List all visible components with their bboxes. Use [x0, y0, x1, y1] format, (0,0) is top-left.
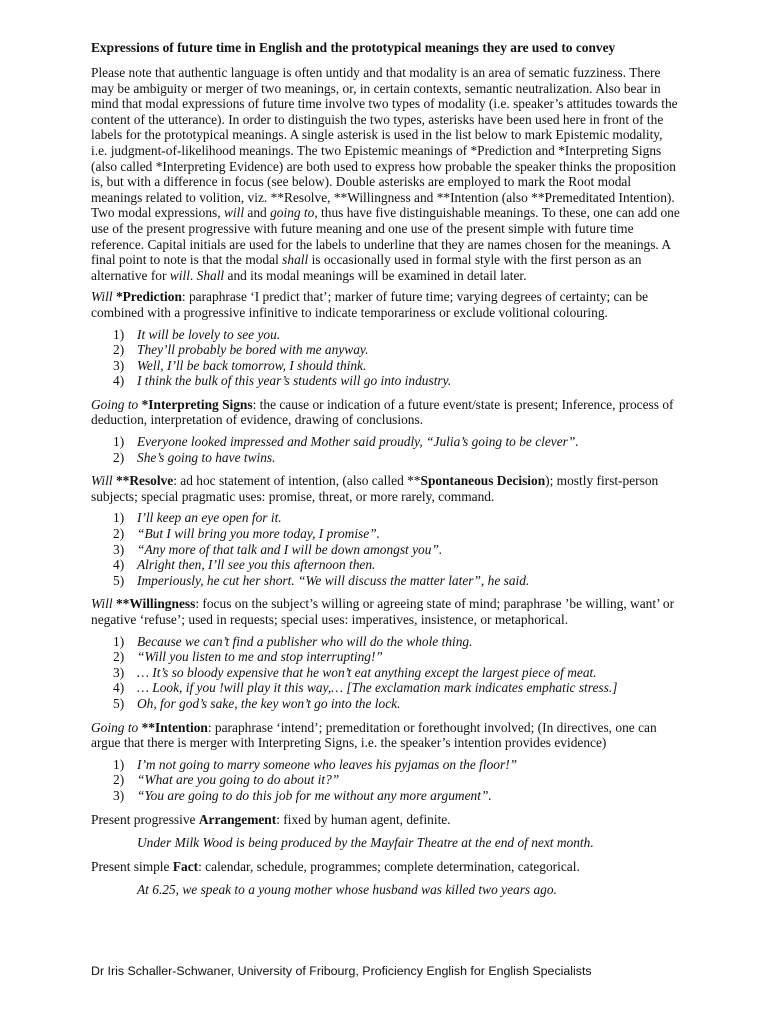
- item-text: “Will you listen to me and stop interrupting!”: [137, 649, 383, 665]
- item-number: 2): [113, 772, 125, 788]
- intro-term: Shall: [196, 267, 225, 283]
- intro-term: going to: [270, 205, 315, 221]
- meaning-desc: : paraphrase ‘intend’; premeditation or forethought involved; (In directives, one can argue that there is merger with Interpreting Signs, i.e. the speaker’s intention provides evidence): [91, 719, 657, 751]
- list-item: [91, 573, 681, 589]
- meaning-desc: ); mostly first-person subjects; special pragmatic uses: promise, threat, or more rarely, command.: [91, 473, 659, 504]
- item-number: 1): [113, 756, 125, 772]
- meaning-desc: : focus on the subject’s willing or agreeing state of mind; paraphrase ’be willing, want’ or negative ‘refuse’; used in requests; special uses: imperatives, insistence, or metaphorical.: [91, 596, 675, 627]
- item-text: Well, I’ll be back tomorrow, I should think.: [137, 357, 367, 373]
- item-number: 4): [113, 680, 125, 696]
- form-label: Present simple: [91, 858, 173, 874]
- example-list: [91, 327, 681, 389]
- section-interpreting-signs: [91, 397, 681, 428]
- item-text: Everyone looked impressed and Mother said proudly, “Julia’s going to be clever”.: [137, 434, 579, 450]
- list-item: [91, 557, 681, 573]
- intro-text: and: [244, 205, 271, 221]
- intro-text: is occasionally used in formal style with the first person as an alternative for: [91, 252, 642, 283]
- meaning-desc: : calendar, schedule, programmes; complete determination, categorical.: [198, 858, 580, 874]
- meaning-desc: : fixed by human agent, definite.: [276, 811, 451, 827]
- meaning-label: **Willingness: [115, 596, 196, 612]
- intro-term: shall: [282, 252, 309, 268]
- intro-paragraph: [91, 65, 681, 283]
- list-item: [91, 665, 681, 681]
- meaning-desc: : ad hoc statement of intention, (also called **: [173, 473, 421, 489]
- intro-term: will: [223, 205, 245, 221]
- section-arrangement: [91, 812, 681, 828]
- item-text: Because we can’t find a publisher who will do the whole thing.: [137, 633, 473, 649]
- item-number: 3): [113, 664, 125, 680]
- meaning-label: Fact: [172, 858, 199, 874]
- list-item: [91, 634, 681, 650]
- list-item: [91, 680, 681, 696]
- intro-text: and its modal meanings will be examined in detail later.: [224, 267, 527, 283]
- item-text: … It’s so bloody expensive that he won’t eat anything except the largest piece of meat.: [137, 664, 597, 680]
- list-item: [91, 649, 681, 665]
- meaning-desc: : paraphrase ‘I predict that’; marker of future time; varying degrees of certainty; can be combined with a progressive infinitive to indicate temporariness or exclude volitional colouring.: [91, 289, 649, 320]
- item-text: “What are you going to do about it?”: [137, 772, 340, 788]
- item-number: 5): [113, 572, 125, 588]
- list-item: [91, 526, 681, 542]
- item-text: … Look, if you !will play it this way,… [The exclamation mark indicates emphatic stress.]: [137, 680, 618, 696]
- list-item: [91, 772, 681, 788]
- form-label: Will: [91, 473, 113, 489]
- item-number: 1): [113, 633, 125, 649]
- page-footer: Dr Iris Schaller-Schwaner, University of Fribourg, Proficiency English for English Specialists: [91, 964, 592, 978]
- item-text: Alright then, I’ll see you this afternoon then.: [137, 557, 376, 573]
- list-item: [91, 696, 681, 712]
- item-text: They’ll probably be bored with me anyway.: [137, 342, 369, 358]
- meaning-label-alt: Spontaneous Decision: [420, 473, 546, 489]
- item-number: 3): [113, 787, 125, 803]
- example-list: [91, 434, 681, 465]
- item-number: 4): [113, 373, 125, 389]
- list-item: [91, 788, 681, 804]
- list-item: [91, 327, 681, 343]
- form-label: Will: [91, 289, 113, 305]
- list-item: [91, 434, 681, 450]
- list-item: [91, 757, 681, 773]
- item-number: 4): [113, 557, 125, 573]
- form-label: Present progressive: [91, 811, 199, 827]
- arrangement-example: Under Milk Wood is being produced by the Mayfair Theatre at the end of next month.: [137, 835, 594, 851]
- list-item: [91, 358, 681, 374]
- meaning-label: Arrangement: [198, 811, 277, 827]
- item-number: 2): [113, 649, 125, 665]
- item-number: 2): [113, 526, 125, 542]
- item-text: Imperiously, he cut her short. “We will discuss the matter later”, he said.: [137, 572, 530, 588]
- item-text: I think the bulk of this year’s students will go into industry.: [137, 373, 452, 389]
- meaning-label: **Resolve: [115, 473, 174, 489]
- item-text: She’s going to have twins.: [137, 449, 276, 465]
- item-text: “But I will bring you more today, I promise”.: [137, 526, 381, 542]
- section-intention: [91, 720, 681, 751]
- list-item: [91, 373, 681, 389]
- item-text: Oh, for god’s sake, the key won’t go into the lock.: [137, 695, 401, 711]
- section-prediction: [91, 289, 681, 320]
- example-list: [91, 757, 681, 804]
- meaning-desc: : the cause or indication of a future event/state is present; Inference, process of deduction, interpretation of evidence, drawing of conclusions.: [91, 396, 674, 428]
- list-item: [91, 542, 681, 558]
- item-text: I’m not going to marry someone who leaves his pyjamas on the floor!”: [137, 756, 518, 772]
- item-number: 2): [113, 449, 125, 465]
- item-number: 1): [113, 434, 125, 450]
- example-list: [91, 634, 681, 712]
- item-text: “You are going to do this job for me without any more argument”.: [137, 787, 492, 803]
- intro-text: , thus have five distinguishable meanings. To these, one can add one use of the present progressive with future meaning and one use of the present simple with future time reference. Capital initials are used for the labels to underline that they are names chosen for the meanings. A final point to note is that the modal: [91, 205, 680, 268]
- meaning-label: **Intention: [141, 719, 208, 735]
- meaning-label: *Prediction: [115, 289, 182, 305]
- meaning-label: *Interpreting Signs: [141, 396, 253, 412]
- form-label: Will: [91, 596, 113, 612]
- item-text: “Any more of that talk and I will be down amongst you”.: [137, 541, 443, 557]
- intro-term: will: [169, 267, 190, 283]
- example-list: [91, 510, 681, 588]
- intro-text: .: [189, 267, 197, 283]
- item-text: I’ll keep an eye open for it.: [137, 510, 282, 526]
- list-item: [91, 510, 681, 526]
- item-number: 3): [113, 357, 125, 373]
- item-number: 1): [113, 326, 125, 342]
- intro-text: Please note that authentic language is often untidy and that modality is an area of sematic fuzziness. There may be ambiguity or merger of two meanings, or, in certain contexts, semantic neutralization. Also bear in mind that modal expressions of future time involve two types of modality (i.e. speaker’s attitudes towards the content of the utterance). In order to distinguish the two types, asterisks have been used here in front of the labels for the prototypical meanings. A single asterisk is used in the list below to mark Epistemic modality, i.e. judgment-of-likelihood meanings. The two Epistemic meanings of *Prediction and *Interpreting Signs (also called *Interpreting Evidence) are both used to express how probable the speaker thinks the proposition is, but with a difference in focus (see below). Double asterisks are employed to mark the Root modal meanings related to volition, viz. **Resolve, **Willingness and **Intention (also **Premeditated Intention). Two modal expressions,: [91, 65, 678, 221]
- form-label: Going to: [91, 396, 139, 412]
- item-number: 2): [113, 342, 125, 358]
- section-fact: [91, 859, 681, 875]
- section-willingness: [91, 596, 681, 627]
- item-number: 1): [113, 510, 125, 526]
- item-text: It will be lovely to see you.: [137, 326, 281, 342]
- item-number: 5): [113, 695, 125, 711]
- document-page: [91, 40, 681, 906]
- fact-example: At 6.25, we speak to a young mother whose husband was killed two years ago.: [137, 882, 557, 898]
- list-item: [91, 450, 681, 466]
- list-item: [91, 342, 681, 358]
- form-label: Going to: [91, 719, 139, 735]
- item-number: 3): [113, 541, 125, 557]
- page-title: Expressions of future time in English and the prototypical meanings they are used to convey: [91, 40, 616, 55]
- section-resolve: [91, 473, 681, 504]
